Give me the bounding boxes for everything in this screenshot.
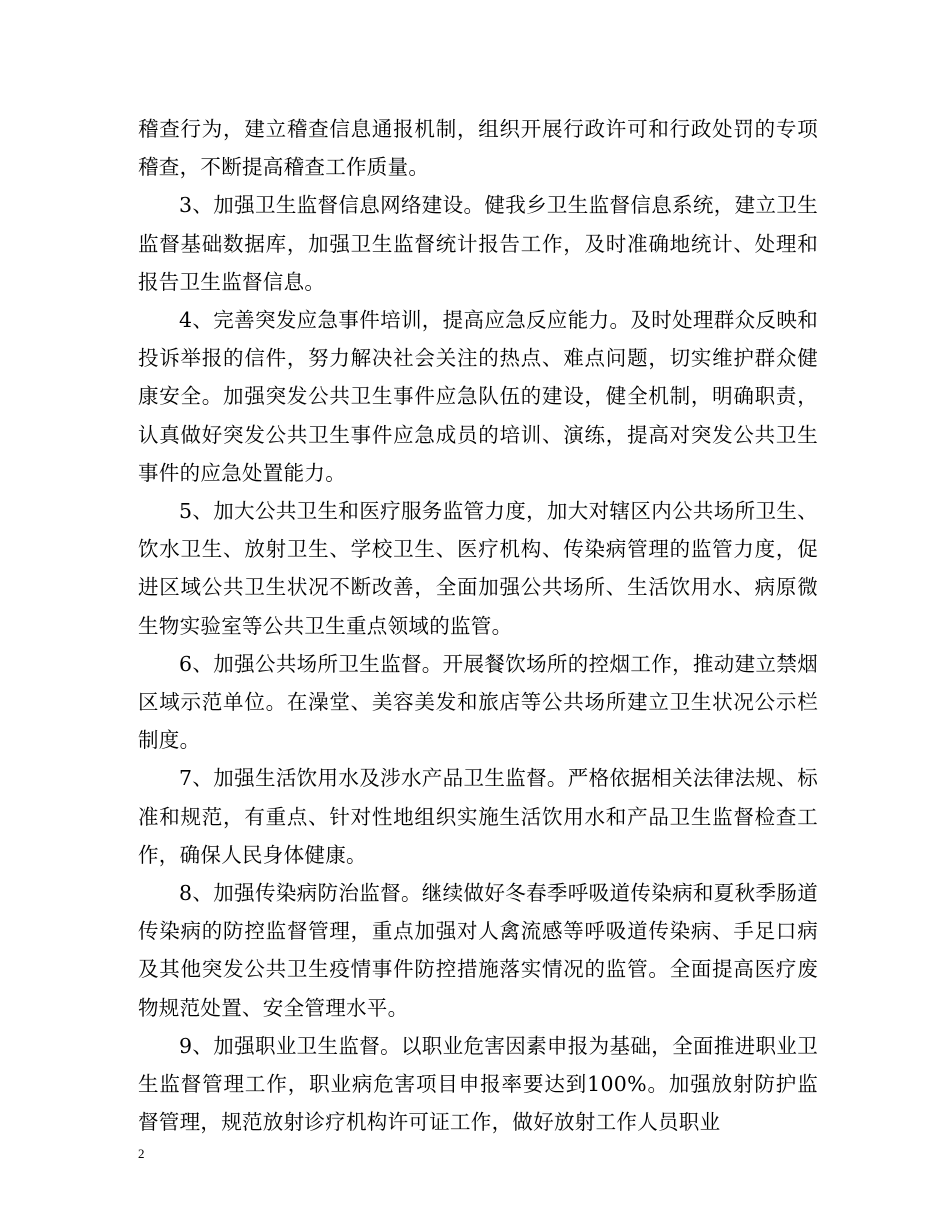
paragraph-continuation: 稽查行为，建立稽查信息通报机制，组织开展行政许可和行政处罚的专项稽查，不断提高稽查工作质量。: [138, 117, 818, 180]
paragraph-item-5: 5、加大公共卫生和医疗服务监管力度，加大对辖区内公共场所卫生、饮水卫生、放射卫生、学校卫生、医疗机构、传染病管理的监管力度，促进区域公共卫生状况不断改善，全面加强公共场所、生活饮用水、病原微生物实验室等公共卫生重点领域的监管。: [138, 499, 818, 638]
page-number: 2: [138, 1146, 145, 1161]
paragraph-item-6: 6、加强公共场所卫生监督。开展餐饮场所的控烟工作，推动建立禁烟区域示范单位。在澡堂、美容美发和旅店等公共场所建立卫生状况公示栏制度。: [138, 651, 818, 753]
paragraph-item-7: 7、加强生活饮用水及涉水产品卫生监督。严格依据相关法律法规、标准和规范，有重点、针对性地组织实施生活饮用水和产品卫生监督检查工作，确保人民身体健康。: [138, 766, 818, 867]
paragraph-item-3: 3、加强卫生监督信息网络建设。健我乡卫生监督信息系统，建立卫生监督基础数据库，加强卫生监督统计报告工作，及时准确地统计、处理和报告卫生监督信息。: [138, 193, 818, 294]
body-text: [138, 110, 818, 1141]
paragraph-item-8: 8、加强传染病防治监督。继续做好冬春季呼吸道传染病和夏秋季肠道传染病的防控监督管理，重点加强对人禽流感等呼吸道传染病、手足口病及其他突发公共卫生疫情事件防控措施落实情况的监管。全面提高医疗废物规范处置、安全管理水平。: [138, 881, 818, 1020]
paragraph-item-4: 4、完善突发应急事件培训，提高应急反应能力。及时处理群众反映和投诉举报的信件，努力解决社会关注的热点、难点问题，切实维护群众健康安全。加强突发公共卫生事件应急队伍的建设，健全机制，明确职责，认真做好突发公共卫生事件应急成员的培训、演练，提高对突发公共卫生事件的应急处置能力。: [138, 308, 818, 485]
paragraph-item-9: 9、加强职业卫生监督。以职业危害因素申报为基础，全面推进职业卫生监督管理工作，职业病危害项目申报率要达到100%。加强放射防护监督管理，规范放射诊疗机构许可证工作，做好放射工作人员职业: [138, 1033, 818, 1135]
